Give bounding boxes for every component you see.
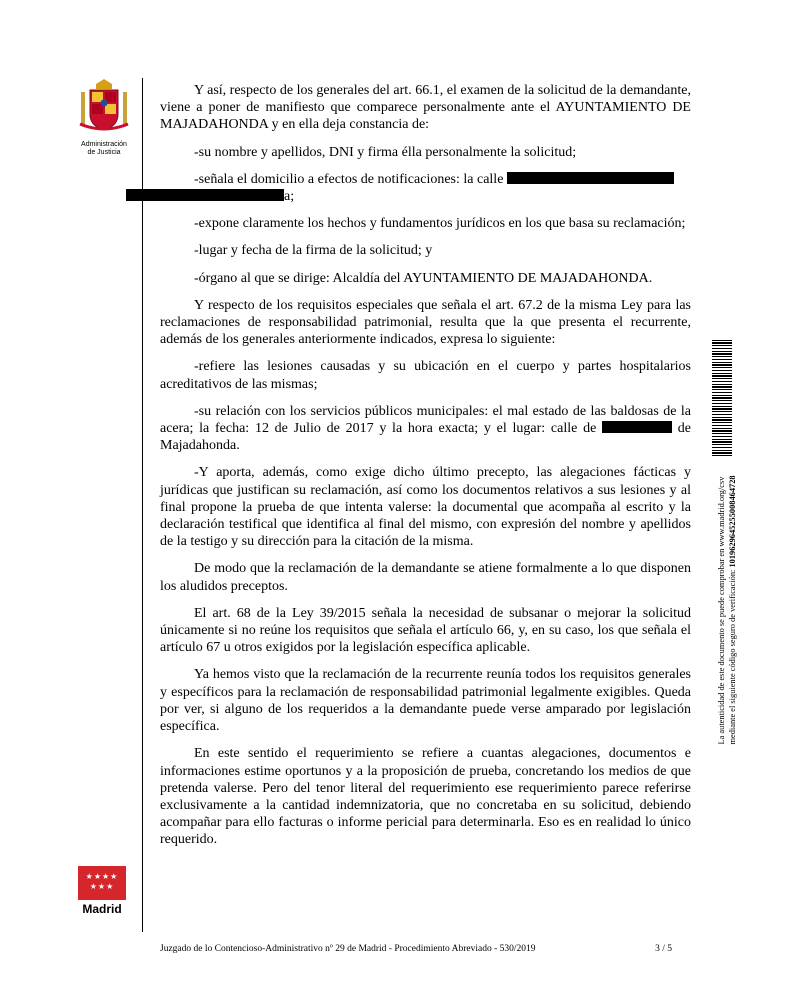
page-number: 3 / 5 (655, 944, 672, 954)
barcode (712, 340, 732, 458)
paragraph-14: En este sentido el requerimiento se refiere a cuantas alegaciones, documentos e informaciones estime oportunos y a la proposición de prueba, concretando los medios de que pretenda valerse. Pero del tenor literal del requerimiento ese requerimiento parece referirse exclusivamente a la cantidad indemnizatoria, que no concretaba en su solicitud, debiendo acompañar para ello facturas o informe pericial para determinarla. Eso es en realidad lo único requerido. (160, 746, 691, 848)
paragraph-3-text-b: a; (284, 189, 295, 205)
paragraph-9 (160, 403, 691, 455)
document-body (160, 82, 691, 859)
justicia-caption-1: Administración (81, 141, 127, 148)
paragraph-12: El art. 68 de la Ley 39/2015 señala la necesidad de subsanar o mejorar la solicitud únicamente si no reúne los requisitos que señala el artículo 66, y, en su caso, los que señala el artículo 67 u otros exigidos por la legislación específica aplicable. (160, 605, 691, 656)
justicia-caption-2: de Justicia (87, 149, 121, 156)
redaction-block (507, 172, 674, 184)
paragraph-3-text-a: -señala el domicilio a efectos de notificaciones: la calle (194, 171, 504, 187)
paragraph-2: -su nombre y apellidos, DNI y firma élla personalmente la solicitud; (194, 144, 577, 160)
paragraph-10: -Y aporta, además, como exige dicho último precepto, las alegaciones fácticas y jurídicas que justifican su reclamación, así como los documentos relativos a sus lesiones y al final propone la prueba de que intenta valerse: la documental que acompaña al escrito y la declaración testifical que identifica al final del mismo, con expresión del nombre y apellidos de la testigo y su dirección para la citación de la misma. (160, 465, 691, 550)
comunidad-madrid-logo (78, 866, 126, 916)
paragraph-9-text-a: -su relación con los servicios públicos municipales: el mal estado de las baldosas de la acera; la fecha: 12 de Julio de 2017 y la hora exacta; y el lugar: calle de (160, 403, 691, 437)
administracion-justicia-logo (74, 78, 134, 157)
verification-line-2: mediante el siguiente código seguro de verificación: (728, 569, 737, 745)
verification-notice (712, 460, 742, 745)
verification-code: 1019629645255008464728 (728, 475, 737, 568)
stars-icon: ★★★★ ★★★ (85, 872, 119, 891)
paragraph-9-text-b: de Majadahonda. (160, 421, 692, 454)
paragraph-11: De modo que la reclamación de la demandante se atiene formalmente a lo que disponen los aludidos preceptos. (160, 561, 691, 594)
coat-of-arms-icon (78, 78, 130, 136)
paragraph-5: -lugar y fecha de la firma de la solicitud; y (194, 243, 433, 259)
madrid-wordmark: Madrid (82, 902, 122, 916)
madrid-flag-icon (78, 866, 126, 900)
redaction-block (602, 421, 672, 433)
paragraph-1: Y así, respecto de los generales del art. 66.1, el examen de la solicitud de la demandante, viene a poner de manifiesto que comparece personalmente ante el AYUNTAMIENTO DE MAJADAHONDA y en ella deja constancia de: (160, 83, 691, 133)
paragraph-6: -órgano al que se dirige: Alcaldía del AYUNTAMIENTO DE MAJADAHONDA. (194, 270, 653, 286)
paragraph-4: -expone claramente los hechos y fundamentos jurídicos en los que basa su reclamación; (194, 216, 686, 232)
redaction-block (126, 189, 284, 201)
footer-court: Juzgado de lo Contencioso-Administrativo nº 29 de Madrid - Procedimiento Abreviado - 530/2019 (160, 944, 536, 954)
margin-rule (142, 78, 143, 932)
paragraph-8: -refiere las lesiones causadas y su ubicación en el cuerpo y partes hospitalarios acreditativos de las mismas; (160, 359, 691, 392)
paragraph-7: Y respecto de los requisitos especiales que señala el art. 67.2 de la misma Ley para las reclamaciones de responsabilidad patrimonial, resulta que la que presenta el recurrente, además de los generales anteriormente indicados, expresa lo siguiente: (160, 297, 691, 348)
verification-line-1: La autenticidad de este documento se puede comprobar en www.madrid.org/csv (717, 476, 726, 745)
paragraph-3 (160, 171, 691, 205)
paragraph-13: Ya hemos visto que la reclamación de la recurrente reunía todos los requisitos generales y específicos para la reclamación de responsabilidad patrimonial legalmente exigibles. Queda por ver, si alguno de los requeridos a la demandante puede verse amparado por legislación específica. (160, 667, 691, 735)
